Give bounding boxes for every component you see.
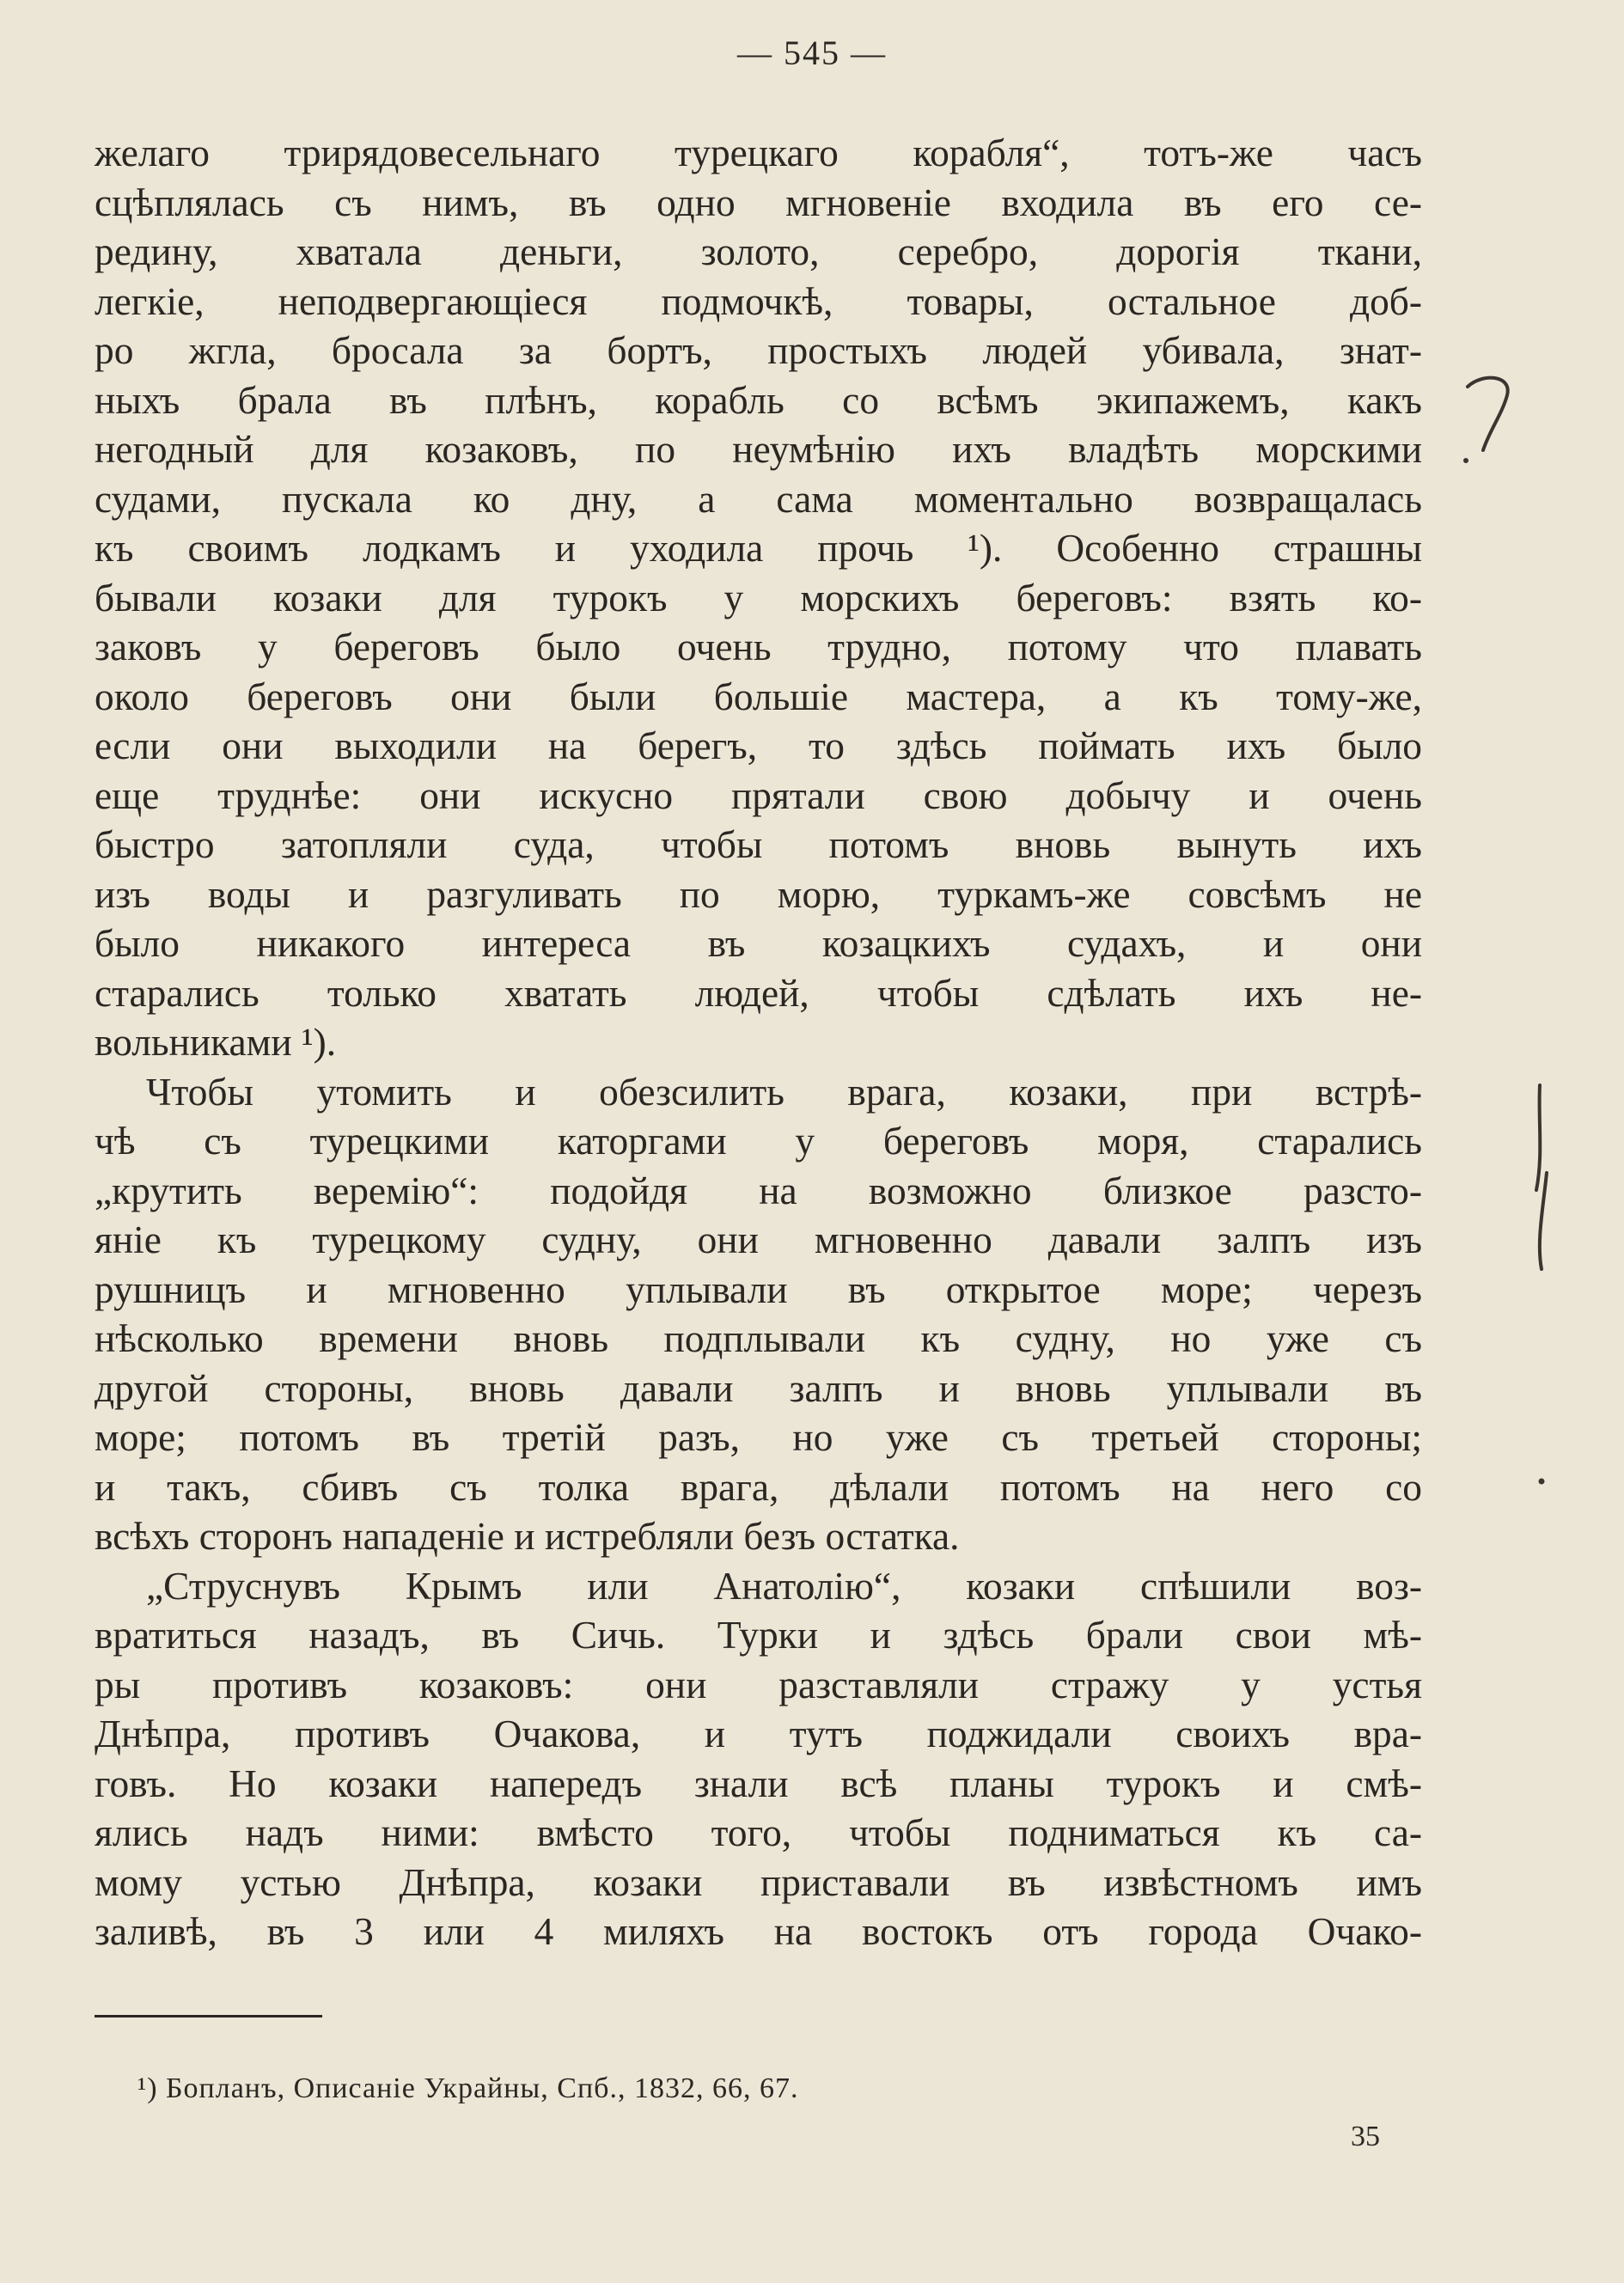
text-line: говъ. Но козаки напередъ знали всѣ планы турокъ и смѣ- <box>95 1761 1422 1805</box>
text-line: легкіе, неподвергающіеся подмочкѣ, товары, остальное доб- <box>95 279 1422 323</box>
margin-mark-seven-icon <box>1452 361 1529 464</box>
text-line: если они выходили на берегъ, то здѣсь поймать ихъ было <box>95 724 1422 767</box>
text-line: ры противъ козаковъ: они разставляли стражу у устья <box>95 1663 1422 1706</box>
text-line: ялись надъ ними: вмѣсто того, чтобы подниматься къ са- <box>95 1811 1422 1854</box>
footnote: ¹) Бопланъ, Описаніе Украйны, Спб., 1832, 66, 67. <box>137 2072 799 2104</box>
text-line: заливѣ, въ 3 или 4 миляхъ на востокъ отъ города Очако- <box>95 1910 1422 1953</box>
text-line: было никакого интереса въ козацкихъ судахъ, и они <box>95 922 1422 965</box>
text-line: старались только хватать людей, чтобы сдѣлать ихъ не- <box>95 971 1422 1015</box>
margin-dot-icon <box>1536 1476 1547 1486</box>
text-line: около береговъ они были большіе мастера, а къ тому-же, <box>95 675 1422 718</box>
text-line: Чтобы утомить и обезсилить врага, козаки, при встрѣ- <box>146 1070 1422 1114</box>
text-line: желаго трирядовесельнаго турецкаго корабля“, тотъ-же часъ <box>95 131 1422 174</box>
text-line: вольниками ¹). <box>95 1021 337 1064</box>
text-line: къ своимъ лодкамъ и уходила прочь ¹). Особенно страшны <box>95 527 1422 570</box>
text-line: ро жгла, бросала за бортъ, простыхъ людей убивала, знат- <box>95 329 1422 372</box>
text-line: ныхъ брала въ плѣнъ, корабль со всѣмъ экипажемъ, какъ <box>95 378 1422 422</box>
text-line: изъ воды и разгуливать по морю, туркамъ-же совсѣмъ не <box>95 872 1422 916</box>
text-line: редину, хватала деньги, золото, серебро, дорогія ткани, <box>95 230 1422 273</box>
footnote-separator <box>95 2015 322 2017</box>
text-line: всѣхъ сторонъ нападеніе и истребляли безъ остатка. <box>95 1515 960 1558</box>
text-line: „Струснувъ Крымъ или Анатолію“, козаки спѣшили воз- <box>146 1564 1422 1608</box>
signature-mark: 35 <box>1351 2121 1380 2152</box>
text-line: яніе къ турецкому судну, они мгновенно давали залпъ изъ <box>95 1218 1422 1261</box>
text-line: вратиться назадъ, въ Сичь. Турки и здѣсь брали свои мѣ- <box>95 1614 1422 1657</box>
text-line: сцѣплялась съ нимъ, въ одно мгновеніе входила въ его се- <box>95 180 1422 224</box>
text-line: море; потомъ въ третій разъ, но уже съ третьей стороны; <box>95 1416 1422 1459</box>
text-line: негодный для козаковъ, по неумѣнію ихъ владѣть морскими <box>95 428 1422 471</box>
margin-dot-icon <box>1461 455 1471 466</box>
text-line: и такъ, сбивъ съ толка врага, дѣлали потомъ на него со <box>95 1465 1422 1509</box>
text-line: еще труднѣе: они искусно прятали свою добычу и очень <box>95 773 1422 817</box>
text-line: быстро затопляли суда, чтобы потомъ вновь вынуть ихъ <box>95 823 1422 866</box>
text-line: чѣ съ турецкими каторгами у береговъ моря, старались <box>95 1120 1422 1163</box>
text-line: „крутить веремію“: подойдя на возможно близкое разсто- <box>95 1169 1422 1212</box>
text-line: нѣсколько времени вновь подплывали къ судну, но уже съ <box>95 1317 1422 1360</box>
body-text <box>95 129 1422 1957</box>
text-line: рушницъ и мгновенно уплывали въ открытое море; черезъ <box>95 1267 1422 1311</box>
margin-bracket-icon <box>1521 1078 1564 1276</box>
text-line: бывали козаки для турокъ у морскихъ береговъ: взять ко- <box>95 576 1422 620</box>
text-line: судами, пускала ко дну, а сама моментально возвращалась <box>95 477 1422 521</box>
text-line: заковъ у береговъ было очень трудно, потому что плавать <box>95 626 1422 668</box>
text-line: Днѣпра, противъ Очакова, и тутъ поджидали своихъ вра- <box>95 1712 1422 1755</box>
page-number: — 545 — <box>737 34 887 72</box>
text-line: другой стороны, вновь давали залпъ и вновь уплывали въ <box>95 1366 1422 1410</box>
text-line: мому устью Днѣпра, козаки приставали въ извѣстномъ имъ <box>95 1860 1422 1904</box>
